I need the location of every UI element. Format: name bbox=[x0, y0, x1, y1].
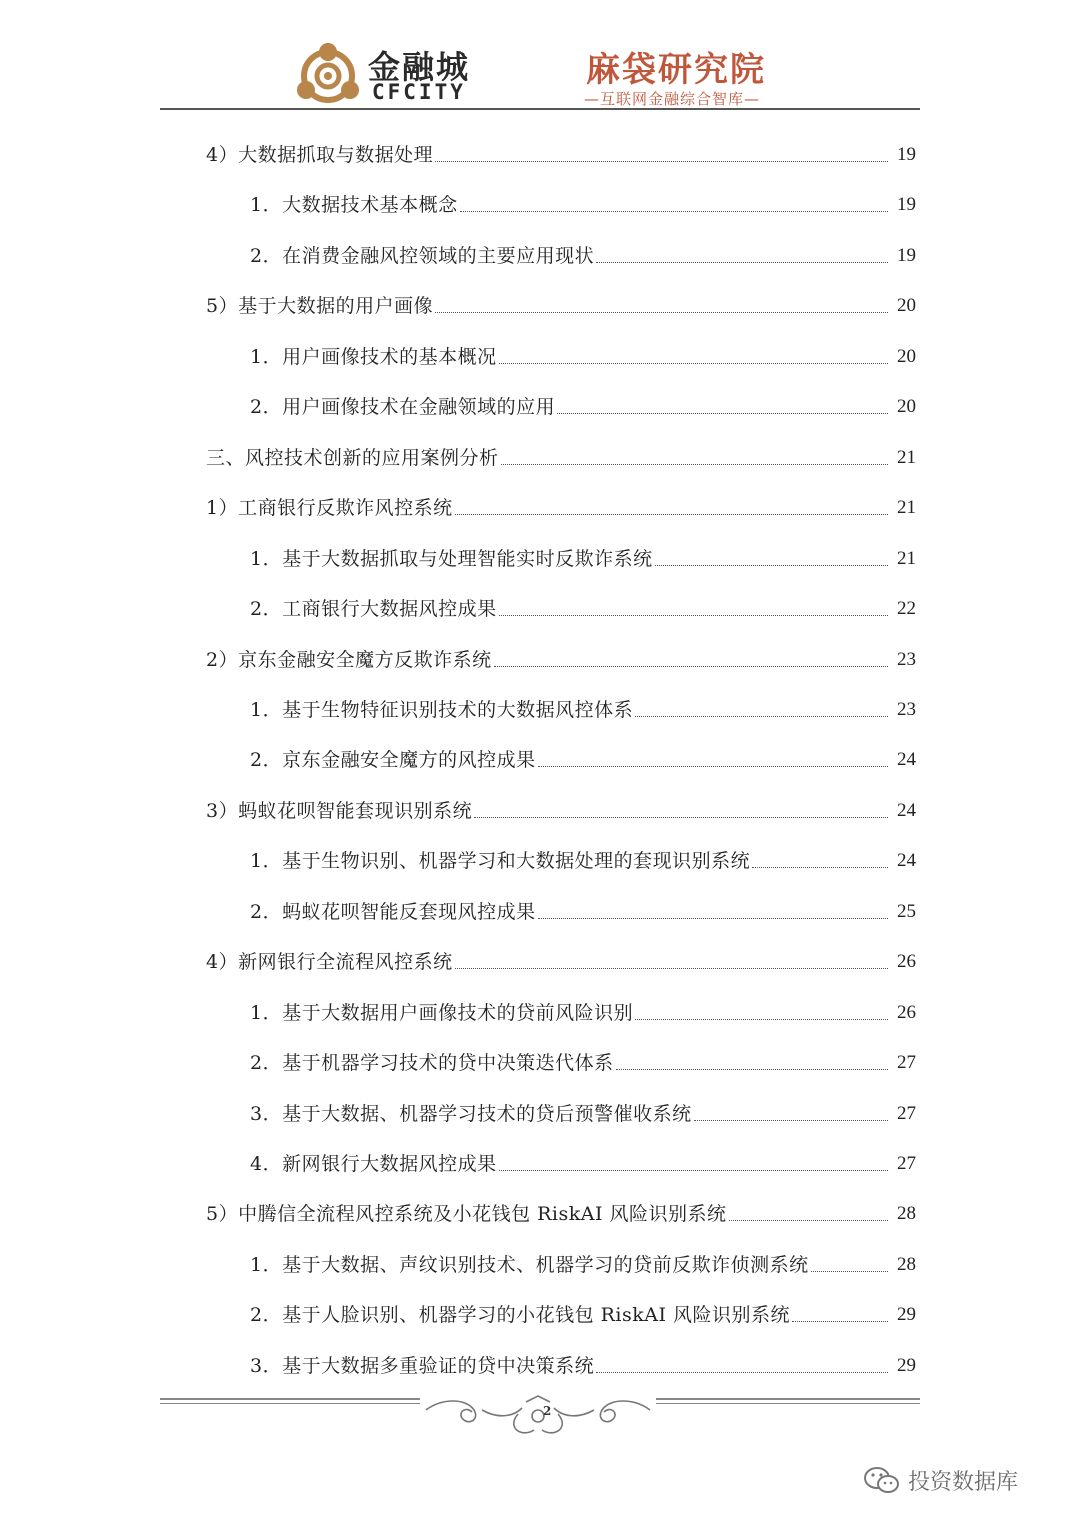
toc-dot-leader bbox=[474, 817, 888, 818]
toc-page-number: 26 bbox=[897, 1001, 916, 1023]
toc-entry bbox=[250, 1146, 916, 1176]
toc-entry bbox=[206, 642, 916, 672]
toc-page-number: 26 bbox=[897, 951, 916, 973]
wechat-icon bbox=[862, 1465, 902, 1495]
toc-dot-leader bbox=[435, 161, 888, 162]
toc-entry bbox=[250, 843, 916, 873]
watermark-text: 投资数据库 bbox=[908, 1469, 1019, 1495]
toc-entry bbox=[206, 944, 916, 974]
toc-dot-leader bbox=[501, 464, 888, 465]
toc-entry-title: 4）新网银行全流程风控系统 bbox=[206, 951, 453, 974]
wechat-watermark bbox=[862, 1460, 1018, 1500]
toc-entry-title: 2．工商银行大数据风控成果 bbox=[250, 598, 497, 621]
toc-page-number: 19 bbox=[897, 144, 916, 165]
toc-entry bbox=[250, 541, 916, 571]
toc-dot-leader bbox=[655, 565, 888, 566]
toc-entry bbox=[206, 793, 916, 823]
toc-entry-title: 三、风控技术创新的应用案例分析 bbox=[206, 446, 499, 469]
toc-dot-leader bbox=[455, 968, 888, 969]
toc-entry-title: 4）大数据抓取与数据处理 bbox=[206, 144, 434, 166]
toc-entry-title: 2．基于机器学习技术的贷中决策迭代体系 bbox=[250, 1052, 614, 1075]
toc-page-number: 24 bbox=[897, 850, 916, 872]
toc-dot-leader bbox=[499, 615, 888, 616]
toc-dot-leader bbox=[494, 666, 888, 667]
toc-entry bbox=[206, 288, 916, 318]
toc-entry bbox=[250, 1297, 916, 1327]
toc-dot-leader bbox=[635, 716, 888, 717]
footer-rule-left-thin bbox=[160, 1403, 420, 1404]
toc-page-number: 21 bbox=[897, 446, 916, 468]
footer-rule-left bbox=[160, 1398, 420, 1400]
brand-right-subtitle: —互联网金融综合智库— bbox=[584, 90, 761, 108]
toc-entry-title: 2．在消费金融风控领域的主要应用现状 bbox=[250, 244, 595, 267]
toc-entry bbox=[250, 238, 916, 268]
toc-entry-title: 1．基于大数据抓取与处理智能实时反欺诈系统 bbox=[250, 547, 653, 570]
toc-entry-title: 2．基于人脸识别、机器学习的小花钱包 RiskAI 风险识别系统 bbox=[250, 1304, 791, 1327]
toc-dot-leader bbox=[460, 211, 888, 212]
toc-dot-leader bbox=[538, 918, 888, 919]
toc-entry-title: 2）京东金融安全魔方反欺诈系统 bbox=[206, 648, 492, 671]
toc-entry-title: 4．新网银行大数据风控成果 bbox=[250, 1153, 497, 1175]
toc-page-number: 27 bbox=[897, 1052, 916, 1074]
toc-entry bbox=[250, 1045, 916, 1075]
toc-page-number: 25 bbox=[897, 900, 916, 922]
toc-dot-leader bbox=[729, 1220, 888, 1221]
toc-dot-leader bbox=[435, 312, 888, 313]
toc-entry bbox=[206, 1196, 916, 1226]
toc-entry-title: 1．基于生物特征识别技术的大数据风控体系 bbox=[250, 698, 634, 721]
toc-page-number: 28 bbox=[897, 1253, 916, 1275]
toc-entry bbox=[250, 389, 916, 419]
toc-page-number: 20 bbox=[897, 295, 916, 317]
toc-entry-title: 5）基于大数据的用户画像 bbox=[206, 295, 434, 318]
toc-entry bbox=[206, 490, 916, 520]
brand-left-cn: 金融城 bbox=[368, 48, 471, 86]
toc-entry-title: 2．用户画像技术在金融领域的应用 bbox=[250, 396, 556, 419]
toc-entry-title: 2．京东金融安全魔方的风控成果 bbox=[250, 749, 536, 772]
toc-dot-leader bbox=[596, 262, 888, 263]
toc-page-number: 24 bbox=[897, 749, 916, 771]
toc-entry-title: 1．基于生物识别、机器学习和大数据处理的套现识别系统 bbox=[250, 850, 751, 873]
toc-dot-leader bbox=[752, 867, 888, 868]
toc-entry-title: 3．基于大数据、机器学习技术的贷后预警催收系统 bbox=[250, 1102, 692, 1125]
toc-dot-leader bbox=[694, 1120, 888, 1121]
toc-entry bbox=[250, 894, 916, 924]
toc-entry-title: 1．基于大数据用户画像技术的贷前风险识别 bbox=[250, 1001, 634, 1024]
toc-dot-leader bbox=[499, 1170, 888, 1171]
toc-page-number: 27 bbox=[897, 1102, 916, 1124]
toc-entry bbox=[250, 591, 916, 621]
toc-dot-leader bbox=[557, 413, 888, 414]
cfcity-logo-icon bbox=[292, 40, 364, 108]
toc-page-number: 20 bbox=[897, 345, 916, 367]
toc-entry bbox=[250, 1096, 916, 1126]
toc-dot-leader bbox=[596, 1372, 888, 1373]
page-footer bbox=[160, 1394, 920, 1444]
toc-entry-title: 3．基于大数据多重验证的贷中决策系统 bbox=[250, 1354, 595, 1377]
toc-page-number: 21 bbox=[897, 497, 916, 519]
page-number: 2 bbox=[543, 1404, 552, 1418]
footer-rule-right-thin bbox=[656, 1403, 920, 1404]
toc-entry-title: 3）蚂蚁花呗智能套现识别系统 bbox=[206, 799, 473, 822]
toc-page-number: 24 bbox=[897, 799, 916, 821]
footer-rule-right bbox=[656, 1398, 920, 1400]
toc-page-number: 27 bbox=[897, 1153, 916, 1174]
toc-entry-title: 2．蚂蚁花呗智能反套现风控成果 bbox=[250, 900, 536, 923]
toc-entry bbox=[250, 995, 916, 1025]
toc-entry bbox=[250, 692, 916, 722]
toc-entry bbox=[250, 1348, 916, 1378]
toc-entry bbox=[250, 339, 916, 369]
toc-page-number: 23 bbox=[897, 698, 916, 720]
toc-page-number: 29 bbox=[897, 1354, 916, 1376]
toc-entry bbox=[206, 440, 916, 470]
toc-page-number: 28 bbox=[897, 1203, 916, 1225]
toc-entry-title: 1．大数据技术基本概念 bbox=[250, 194, 458, 217]
toc-page-number: 23 bbox=[897, 648, 916, 670]
page-header bbox=[160, 36, 920, 112]
toc-entry-title: 1）工商银行反欺诈风控系统 bbox=[206, 497, 453, 520]
toc-dot-leader bbox=[792, 1321, 888, 1322]
toc-entry-title: 5）中腾信全流程风控系统及小花钱包 RiskAI 风险识别系统 bbox=[206, 1203, 727, 1226]
toc-dot-leader bbox=[635, 1019, 888, 1020]
toc-entry bbox=[250, 187, 916, 217]
toc-entry bbox=[250, 742, 916, 772]
toc-dot-leader bbox=[499, 363, 888, 364]
toc-page-number: 19 bbox=[897, 194, 916, 216]
footer-ornament-icon bbox=[422, 1394, 654, 1444]
toc-page-number: 29 bbox=[897, 1304, 916, 1326]
header-divider bbox=[160, 108, 920, 110]
toc-dot-leader bbox=[811, 1271, 888, 1272]
toc-dot-leader bbox=[455, 514, 888, 515]
toc-entry bbox=[250, 1247, 916, 1277]
toc-page-number: 21 bbox=[897, 547, 916, 569]
toc-page-number: 20 bbox=[897, 396, 916, 418]
toc-page-number: 22 bbox=[897, 598, 916, 620]
toc-entry-title: 1．用户画像技术的基本概况 bbox=[250, 345, 497, 368]
brand-left-en: CFCITY bbox=[372, 80, 466, 104]
toc-dot-leader bbox=[616, 1069, 888, 1070]
toc-entry bbox=[206, 137, 916, 167]
toc-entry-title: 1．基于大数据、声纹识别技术、机器学习的贷前反欺诈侦测系统 bbox=[250, 1253, 809, 1276]
toc-page-number: 19 bbox=[897, 244, 916, 266]
brand-right-cn: 麻袋研究院 bbox=[586, 50, 766, 90]
toc-dot-leader bbox=[538, 766, 888, 767]
